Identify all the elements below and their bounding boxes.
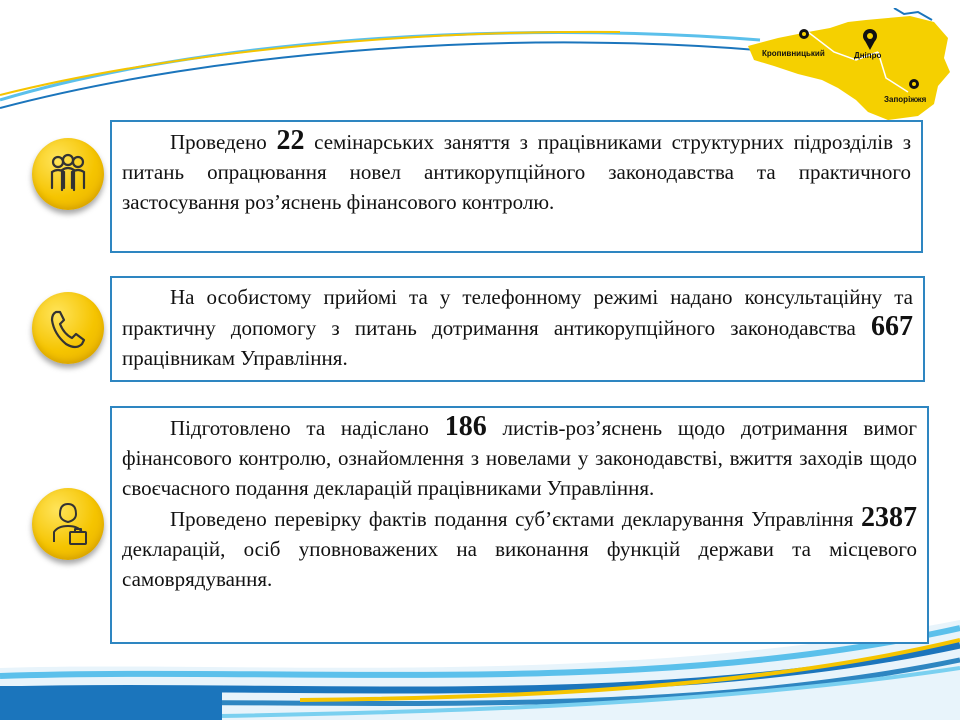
- icon-circle: [32, 488, 104, 560]
- info-box: [110, 406, 929, 644]
- people-group-icon: [32, 138, 104, 210]
- region-map: [738, 8, 960, 126]
- employee-briefcase-icon: [32, 488, 104, 560]
- paragraph: [122, 126, 911, 217]
- map-city-label: Запоріжжя: [884, 95, 927, 104]
- highlight-number: 22: [276, 125, 305, 156]
- footer-bar: [0, 686, 222, 720]
- phone-icon: [32, 292, 104, 364]
- info-box: [110, 276, 925, 382]
- highlight-number: 2387: [861, 502, 917, 533]
- text: Підготовлено та надіслано: [170, 416, 445, 440]
- text: листів-роз’яснень щодо дотримання вимог фінансового контролю, ознайомлення з новелами у законодавстві, вжиття заходів щодо своєчасного подання декларацій працівниками Управління.: [122, 416, 917, 500]
- paragraph: [122, 282, 913, 373]
- highlight-number: 667: [871, 311, 913, 342]
- text: декларацій, осіб уповноважених на виконання функцій держави та місцевого самоврядування.: [122, 537, 917, 591]
- icon-circle: [32, 138, 104, 210]
- text: працівникам Управління.: [122, 346, 348, 370]
- map-pin-icon: [799, 29, 809, 39]
- paragraph: [122, 503, 917, 594]
- text: семінарських заняття з працівниками структурних підрозділів з питань опрацювання новел антикорупційного законодавства та практичного застосування роз’яснень фінансового контролю.: [122, 130, 911, 214]
- text: Проведено: [170, 130, 277, 154]
- map-city-label: Дніпро: [854, 51, 882, 60]
- map-pin-icon: [909, 79, 919, 89]
- icon-circle: [32, 292, 104, 364]
- map-city-label: Кропивницький: [762, 49, 825, 58]
- info-box: [110, 120, 923, 253]
- paragraph: [122, 412, 917, 503]
- highlight-number: 186: [444, 411, 487, 442]
- text: Проведено перевірку фактів подання суб’єктами декларування Управління: [170, 507, 861, 531]
- text: На особистому прийомі та у телефонному режимі надано консультаційну та практичну допомогу з питань дотримання антикорупційного законодавства: [122, 285, 913, 340]
